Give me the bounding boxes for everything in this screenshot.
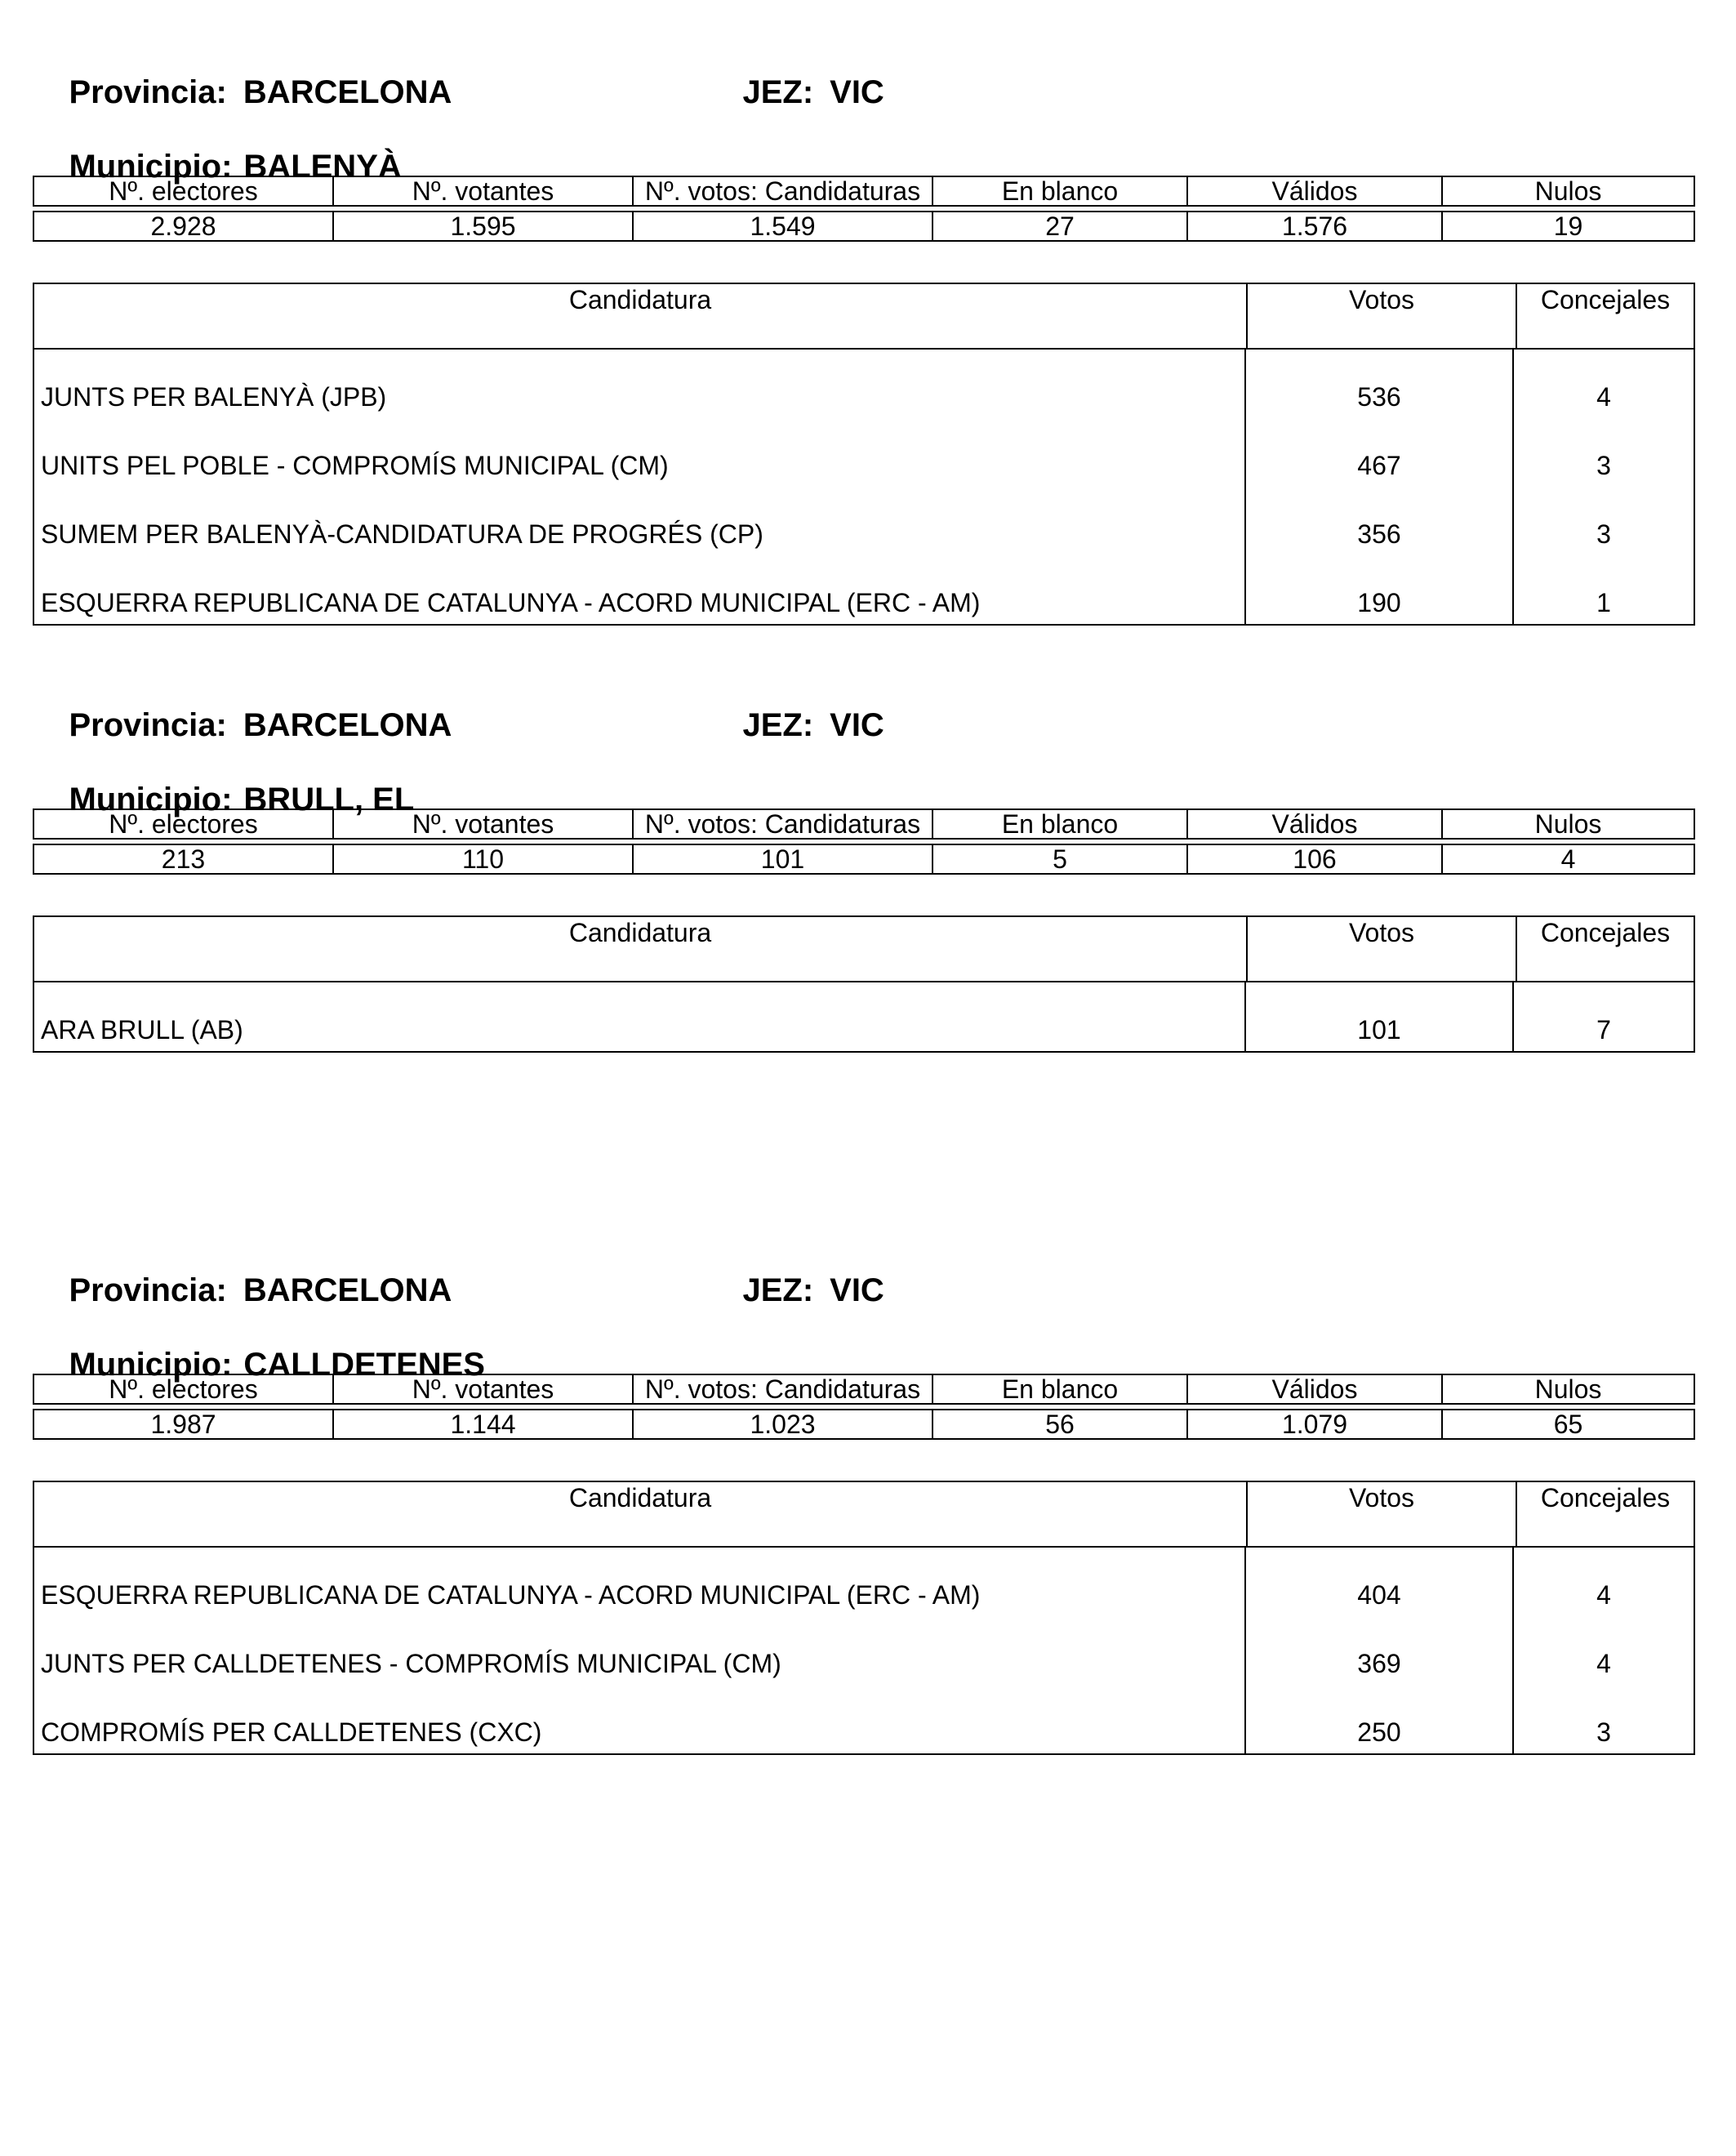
candidatura-row <box>34 1616 1694 1685</box>
candidatura-row <box>34 1548 1694 1616</box>
candidatura-concejales: 4 <box>1596 1580 1611 1610</box>
stats-value-validos: 1.079 <box>1186 1409 1441 1440</box>
municipio-label: Municipio: <box>69 782 233 817</box>
stats-header-nulos: Nulos <box>1441 808 1695 840</box>
header-votos: Votos <box>1248 1482 1517 1546</box>
candidatura-name: UNITS PEL POBLE - COMPROMÍS MUNICIPAL (CM) <box>34 418 1246 487</box>
candidaturas-header-row <box>34 917 1694 982</box>
stats-value-votos-candidaturas: 1.549 <box>632 211 932 242</box>
stats-header-electores: Nº. electores <box>33 176 332 207</box>
jez-label: JEZ: <box>742 1272 814 1308</box>
candidatura-votos: 356 <box>1246 487 1514 555</box>
candidatura-votos: 536 <box>1246 350 1514 418</box>
candidatura-votos: 101 <box>1246 982 1514 1051</box>
stats-header-row <box>33 808 1695 840</box>
candidatura-row <box>34 1685 1694 1753</box>
stats-header-nulos: Nulos <box>1441 176 1695 207</box>
municipio-value: BRULL, EL <box>243 782 415 817</box>
candidatura-name: ARA BRULL (AB) <box>34 982 1246 1051</box>
municipio-line <box>33 105 402 185</box>
provincia-value: BARCELONA <box>243 707 452 743</box>
stats-value-votantes: 110 <box>332 844 632 875</box>
header-candidatura: Candidatura <box>34 917 1248 981</box>
stats-header-votos-candidaturas: Nº. votos: Candidaturas <box>632 176 932 207</box>
jez-line <box>706 1229 884 1308</box>
stats-header-votos-candidaturas: Nº. votos: Candidaturas <box>632 808 932 840</box>
stats-header-electores: Nº. electores <box>33 1374 332 1405</box>
jez-label: JEZ: <box>742 707 814 743</box>
stats-value-votos-candidaturas: 1.023 <box>632 1409 932 1440</box>
stats-value-en-blanco: 5 <box>932 844 1186 875</box>
candidatura-concejales: 3 <box>1596 519 1611 549</box>
provincia-label: Provincia: <box>69 1272 227 1308</box>
candidatura-row <box>34 418 1694 487</box>
header-candidatura: Candidatura <box>34 1482 1248 1546</box>
stats-value-validos: 106 <box>1186 844 1441 875</box>
candidaturas-header-row <box>34 1482 1694 1548</box>
jez-value: VIC <box>830 1272 884 1308</box>
municipio-label: Municipio: <box>69 149 233 185</box>
stats-value-electores: 1.987 <box>33 1409 332 1440</box>
provincia-line <box>33 1229 452 1308</box>
stats-value-votos-candidaturas: 101 <box>632 844 932 875</box>
candidatura-concejales: 4 <box>1596 382 1611 412</box>
stats-value-en-blanco: 56 <box>932 1409 1186 1440</box>
stats-header-electores: Nº. electores <box>33 808 332 840</box>
stats-header-row <box>33 1374 1695 1405</box>
candidatura-row <box>34 555 1694 624</box>
stats-header-en-blanco: En blanco <box>932 1374 1186 1405</box>
candidatura-row <box>34 982 1694 1051</box>
stats-table <box>33 176 1695 242</box>
candidatura-name: JUNTS PER CALLDETENES - COMPROMÍS MUNICIPAL (CM) <box>34 1616 1246 1685</box>
candidaturas-table <box>33 1481 1695 1755</box>
stats-header-row <box>33 176 1695 207</box>
stats-value-nulos: 65 <box>1441 1409 1695 1440</box>
municipio-value: CALLDETENES <box>243 1347 485 1383</box>
stats-table <box>33 1374 1695 1440</box>
provincia-label: Provincia: <box>69 74 227 110</box>
candidatura-name: ESQUERRA REPUBLICANA DE CATALUNYA - ACORD MUNICIPAL (ERC - AM) <box>34 555 1246 624</box>
stats-header-validos: Válidos <box>1186 1374 1441 1405</box>
stats-header-en-blanco: En blanco <box>932 808 1186 840</box>
stats-value-nulos: 4 <box>1441 844 1695 875</box>
stats-value-row <box>33 211 1695 242</box>
stats-header-votantes: Nº. votantes <box>332 1374 632 1405</box>
stats-header-en-blanco: En blanco <box>932 176 1186 207</box>
candidatura-name: SUMEM PER BALENYÀ-CANDIDATURA DE PROGRÉS (CP) <box>34 487 1246 555</box>
candidatura-votos: 467 <box>1246 418 1514 487</box>
jez-line <box>706 664 884 743</box>
stats-header-votos-candidaturas: Nº. votos: Candidaturas <box>632 1374 932 1405</box>
stats-table <box>33 808 1695 875</box>
stats-value-validos: 1.576 <box>1186 211 1441 242</box>
candidatura-votos: 369 <box>1246 1616 1514 1685</box>
stats-value-electores: 213 <box>33 844 332 875</box>
candidaturas-table <box>33 915 1695 1053</box>
header-votos: Votos <box>1248 284 1517 348</box>
stats-header-votantes: Nº. votantes <box>332 176 632 207</box>
stats-header-validos: Válidos <box>1186 176 1441 207</box>
header-concejales: Concejales <box>1540 285 1671 314</box>
jez-line <box>706 31 884 110</box>
provincia-value: BARCELONA <box>243 1272 452 1308</box>
stats-header-validos: Válidos <box>1186 808 1441 840</box>
candidatura-concejales: 3 <box>1596 1717 1611 1747</box>
candidatura-concejales: 7 <box>1596 1015 1611 1045</box>
candidaturas-table <box>33 283 1695 626</box>
provincia-line <box>33 664 452 743</box>
candidatura-name: COMPROMÍS PER CALLDETENES (CXC) <box>34 1685 1246 1753</box>
stats-value-en-blanco: 27 <box>932 211 1186 242</box>
candidatura-votos: 190 <box>1246 555 1514 624</box>
stats-value-nulos: 19 <box>1441 211 1695 242</box>
stats-header-votantes: Nº. votantes <box>332 808 632 840</box>
header-concejales: Concejales <box>1540 1483 1671 1512</box>
provincia-label: Provincia: <box>69 707 227 743</box>
candidatura-concejales: 4 <box>1596 1649 1611 1678</box>
municipio-value: BALENYÀ <box>243 149 402 185</box>
candidatura-concejales: 1 <box>1596 588 1611 617</box>
stats-value-row <box>33 1409 1695 1440</box>
stats-value-votantes: 1.595 <box>332 211 632 242</box>
header-candidatura: Candidatura <box>34 284 1248 348</box>
header-concejales: Concejales <box>1540 918 1671 947</box>
candidatura-votos: 250 <box>1246 1685 1514 1753</box>
candidatura-name: ESQUERRA REPUBLICANA DE CATALUNYA - ACORD MUNICIPAL (ERC - AM) <box>34 1548 1246 1616</box>
candidatura-concejales: 3 <box>1596 451 1611 480</box>
municipio-label: Municipio: <box>69 1347 233 1383</box>
candidatura-row <box>34 487 1694 555</box>
candidatura-row <box>34 350 1694 418</box>
stats-value-row <box>33 844 1695 875</box>
jez-value: VIC <box>830 707 884 743</box>
provincia-line <box>33 31 452 110</box>
candidaturas-header-row <box>34 284 1694 350</box>
stats-value-votantes: 1.144 <box>332 1409 632 1440</box>
candidatura-votos: 404 <box>1246 1548 1514 1616</box>
municipio-line <box>33 1303 485 1383</box>
header-votos: Votos <box>1248 917 1517 981</box>
municipio-line <box>33 738 415 817</box>
provincia-value: BARCELONA <box>243 74 452 110</box>
stats-header-nulos: Nulos <box>1441 1374 1695 1405</box>
stats-value-electores: 2.928 <box>33 211 332 242</box>
candidatura-name: JUNTS PER BALENYÀ (JPB) <box>34 350 1246 418</box>
jez-label: JEZ: <box>742 74 814 110</box>
jez-value: VIC <box>830 74 884 110</box>
